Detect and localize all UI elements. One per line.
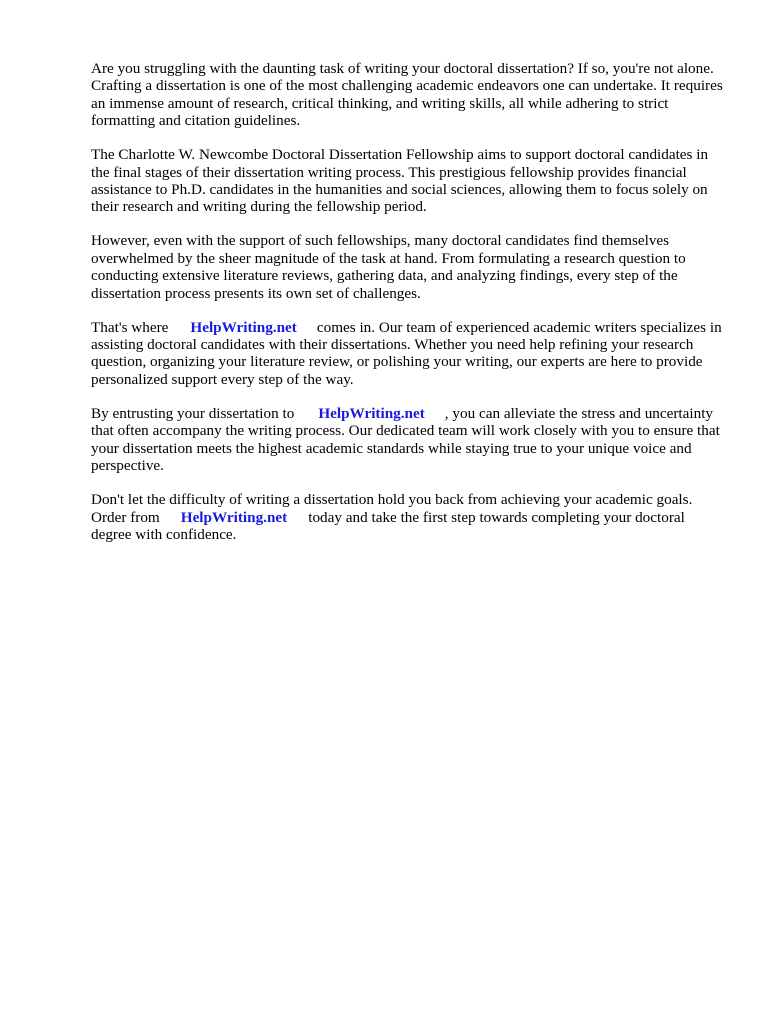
helpwriting-link[interactable]: HelpWriting.net	[318, 404, 425, 422]
paragraph-text-after: , you can alleviate the stress and uncertainty that often accompany the writing process. Our dedicated team will work closely with you to ensure that your dissertation meets the highest academic standards while staying true to your unique voice and perspective.	[91, 404, 720, 475]
paragraph-fellowship: The Charlotte W. Newcombe Doctoral Dissertation Fellowship aims to support doctoral candidates in the final stages of their dissertation writing process. This prestigious fellowship provides financial assistance to Ph.D. candidates in the humanities and social sciences, allowing them to focus solely on their research and writing during the fellowship period.	[91, 146, 709, 216]
helpwriting-link[interactable]: HelpWriting.net	[190, 318, 297, 336]
paragraph-helpwriting-intro	[91, 319, 725, 389]
helpwriting-link[interactable]: HelpWriting.net	[180, 508, 288, 526]
document-page	[91, 60, 725, 560]
paragraph-text-before: By entrusting your dissertation to	[91, 404, 295, 422]
paragraph-call-to-action	[91, 491, 725, 543]
paragraph-intro: Are you struggling with the daunting task of writing your doctoral dissertation? If so, you're not alone. Crafting a dissertation is one of the most challenging academic endeavors one can undertake. It requires an immense amount of research, critical thinking, and writing skills, all while adhering to strict formatting and citation guidelines.	[91, 60, 723, 130]
paragraph-text-before: Don't let the difficulty of writing a dissertation hold you back from achieving your academic goals. Order from	[91, 491, 693, 526]
paragraph-text-before: That's where	[91, 318, 169, 336]
paragraph-text-after: comes in. Our team of experienced academic writers specializes in assisting doctoral candidates with their dissertations. Whether you need help refining your research question, organizing your literature review, or polishing your writing, our experts are here to provide personalized support every step of the way.	[91, 318, 722, 388]
paragraph-challenges: However, even with the support of such fellowships, many doctoral candidates find themselves overwhelmed by the sheer magnitude of the task at hand. From formulating a research question to conducting extensive literature reviews, gathering data, and analyzing findings, every step of the dissertation process presents its own set of challenges.	[91, 232, 686, 302]
paragraph-text-after: today and take the first step towards completing your doctoral degree with confidence.	[91, 508, 685, 543]
paragraph-entrusting	[91, 405, 725, 475]
